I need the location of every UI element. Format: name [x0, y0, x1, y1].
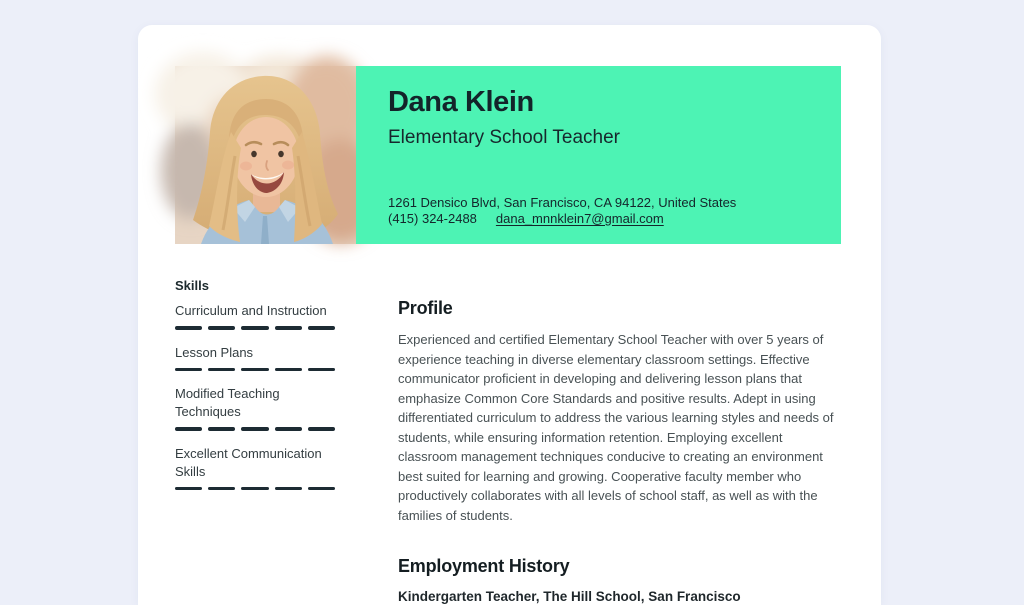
skills-sidebar [175, 278, 335, 604]
skill-item [175, 385, 335, 431]
skills-list [175, 302, 335, 490]
skill-level-segment [275, 326, 302, 330]
name-heading: Dana Klein [388, 86, 534, 118]
resume-document [138, 25, 881, 605]
skill-level-segment [241, 368, 268, 372]
contact-info [388, 195, 813, 226]
skill-item [175, 445, 335, 491]
skill-level-segment [308, 427, 335, 431]
skill-name: Curriculum and Instruction [175, 303, 327, 318]
profile-text: Experienced and certified Elementary School Teacher with over 5 years of experience teaching in diverse elementary classroom settings. Effective communicator proficient in developing and delivering lesson plans that emphasize Common Core Standards and positive results. Adept in using differentiated curriculum to address the various learning styles and needs of students, while ensuring information retention. Employing excellent classroom management techniques conducive to creating an environment best suited for learning and growing. Cooperative faculty member who productively collaborates with all levels of school staff, as well as with the families of students. [398, 332, 834, 523]
email-link[interactable]: dana_mnnklein7@gmail.com [495, 210, 664, 226]
skill-level-bar [175, 487, 335, 491]
resume-header [175, 66, 841, 244]
skill-level-segment [175, 427, 202, 431]
header-accent-panel [356, 66, 841, 244]
skill-level-segment [175, 368, 202, 372]
skill-level-segment [308, 487, 335, 491]
skill-level-segment [275, 487, 302, 491]
employment-history-heading: Employment History [398, 556, 570, 576]
address-line: 1261 Densico Blvd, San Francisco, CA 94122, United States [388, 195, 737, 211]
skill-level-segment [175, 326, 202, 330]
skill-name: Lesson Plans [175, 344, 254, 360]
skill-level-segment [241, 427, 268, 431]
profile-heading: Profile [398, 298, 453, 318]
skill-level-segment [241, 487, 268, 491]
job-title: Elementary School Teacher [388, 127, 620, 149]
skill-level-segment [175, 487, 202, 491]
skill-level-segment [208, 427, 235, 431]
skill-level-bar [175, 326, 335, 330]
skill-level-segment [241, 326, 268, 330]
skill-level-segment [208, 326, 235, 330]
profile-photo [175, 66, 356, 244]
skill-item [175, 302, 335, 330]
skill-name: Excellent Communication Skills [175, 445, 322, 479]
portrait-illustration [175, 66, 356, 244]
skill-level-bar [175, 368, 335, 372]
main-column [398, 278, 841, 604]
document-body [138, 244, 881, 604]
skill-level-segment [275, 368, 302, 372]
skill-level-segment [208, 487, 235, 491]
skill-name: Modified Teaching Techniques [175, 386, 280, 419]
skill-level-segment [308, 326, 335, 330]
employment-entry-title: Kindergarten Teacher, The Hill School, San Francisco [398, 589, 741, 604]
skill-level-bar [175, 427, 335, 431]
skill-level-segment [308, 368, 335, 372]
skill-level-segment [275, 427, 302, 431]
skill-level-segment [208, 368, 235, 372]
skill-item [175, 344, 335, 372]
phone-number: (415) 324-2488 [388, 210, 477, 226]
skills-heading: Skills [175, 278, 209, 293]
